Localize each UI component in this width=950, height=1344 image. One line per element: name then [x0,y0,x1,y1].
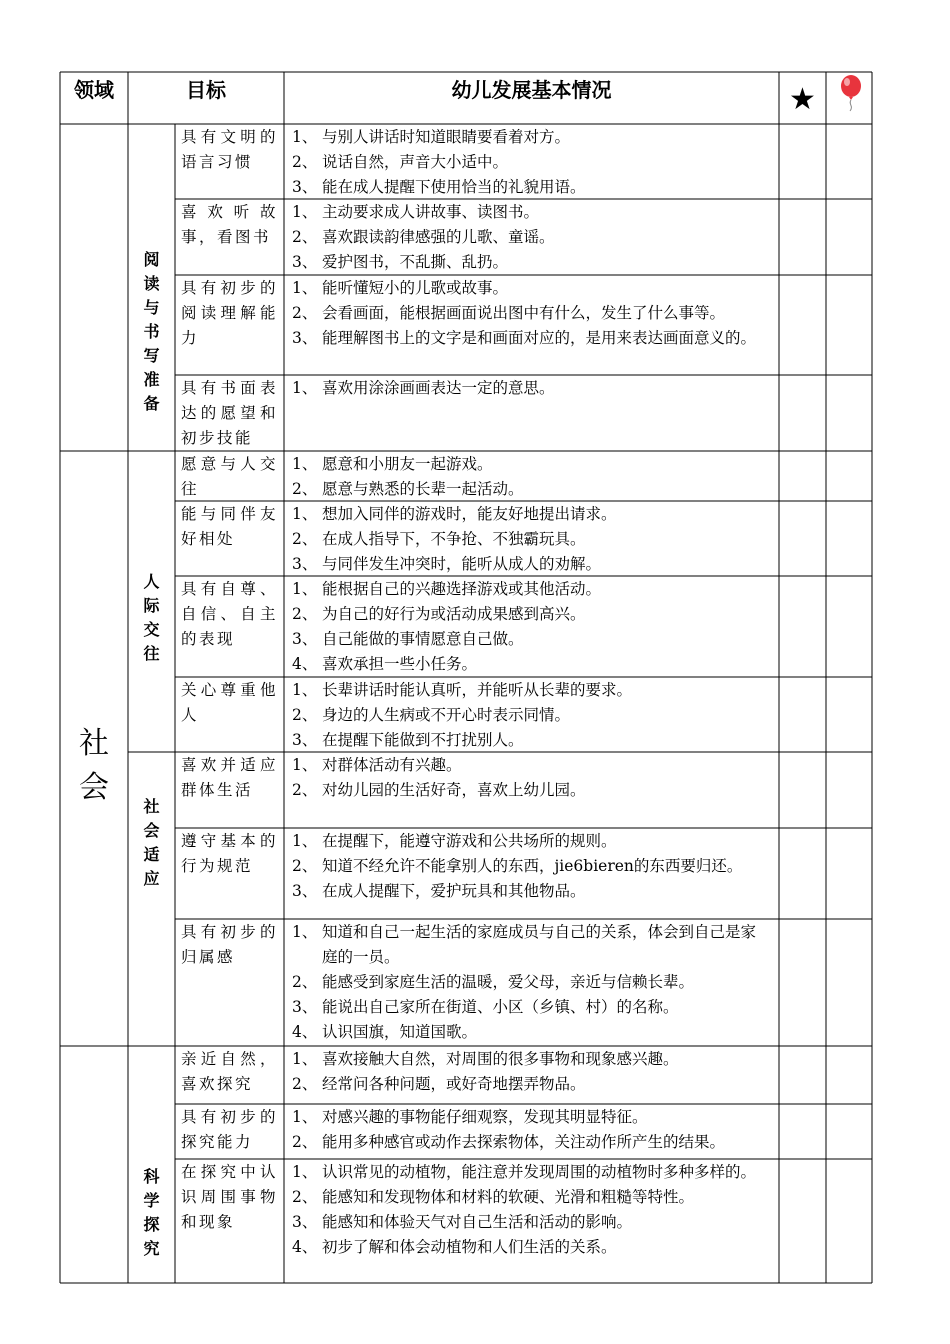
indicator-item [284,326,779,351]
indicator-list [284,1105,779,1158]
indicator-number: 1、 [292,1050,318,1068]
indicator-text: 在成人指导下，不争抢、不独霸玩具。 [322,530,586,548]
indicator-text: 能听懂短小的儿歌或故事。 [322,279,509,297]
indicator-text: 喜欢用涂涂画画表达一定的意思。 [322,379,555,397]
indicator-number: 2、 [292,304,318,322]
indicator-number: 2、 [292,605,318,623]
indicator-list [284,502,779,575]
indicator-number: 3、 [292,630,318,648]
balloon-rating-cell[interactable] [827,276,871,374]
indicator-item [284,995,779,1020]
indicator-item [284,1105,779,1130]
balloon-rating-cell[interactable] [827,829,871,918]
indicator-list [284,753,779,827]
indicator-item [284,477,779,500]
star-rating-cell[interactable] [780,920,825,1045]
indicator-text: 知道和自己一起生活的家庭成员与自己的关系，体会到自己是家庭的一员。 [322,923,757,966]
indicator-number: 3、 [292,178,318,196]
goal-text: 具有初步的阅读理解能力 [181,279,278,347]
indicator-item [284,1130,779,1155]
indicator-number: 3、 [292,253,318,271]
indicator-number: 2、 [292,781,318,799]
balloon-rating-cell[interactable] [827,452,871,500]
indicator-number: 3、 [292,555,318,573]
indicator-number: 3、 [292,1213,318,1231]
indicator-list [284,829,779,918]
goal-text: 亲近自然，喜欢探究 [181,1050,278,1093]
indicator-item [284,970,779,995]
star-rating-cell[interactable] [780,829,825,918]
star-rating-cell[interactable] [780,452,825,500]
indicator-text: 能说出自己家所在街道、小区（乡镇、村）的名称。 [322,998,679,1016]
indicator-item [284,1047,779,1072]
indicator-item [284,250,779,274]
balloon-rating-cell[interactable] [827,125,871,198]
indicator-number: 4、 [292,1238,318,1256]
star-rating-cell[interactable] [780,1047,825,1103]
balloon-rating-cell[interactable] [827,678,871,751]
indicator-text: 能感知和体验天气对自己生活和活动的影响。 [322,1213,633,1231]
indicator-item [284,854,779,879]
header-domain: 领域 [74,78,114,102]
indicator-text: 说话自然，声音大小适中。 [322,153,509,171]
indicator-text: 能感知和发现物体和材料的软硬、光滑和粗糙等特性。 [322,1188,695,1206]
indicator-item [284,728,779,751]
star-rating-cell[interactable] [780,577,825,676]
indicator-text: 能感受到家庭生活的温暖，爱父母，亲近与信赖长辈。 [322,973,695,991]
indicator-item [284,301,779,326]
goal-text: 具有初步的归属感 [181,923,278,966]
indicator-number: 2、 [292,153,318,171]
goal-text: 遵守基本的行为规范 [181,832,278,875]
indicator-text: 喜欢跟读韵律感强的儿歌、童谣。 [322,228,555,246]
goal-text: 关心尊重他人 [181,681,278,724]
indicator-number: 3、 [292,329,318,347]
indicator-item [284,1210,779,1235]
indicator-text: 认识常见的动植物，能注意并发现周围的动植物时多种多样的。 [322,1163,757,1181]
indicator-number: 1、 [292,1163,318,1181]
star-rating-cell[interactable] [780,125,825,198]
indicator-number: 2、 [292,228,318,246]
indicator-text: 自己能做的事情愿意自己做。 [322,630,524,648]
indicator-item [284,452,779,477]
indicator-text: 与同伴发生冲突时，能听从成人的劝解。 [322,555,602,573]
indicator-number: 1、 [292,832,318,850]
indicator-item [284,1235,779,1260]
indicator-item [284,577,779,602]
indicator-number: 1、 [292,681,318,699]
indicator-number: 2、 [292,1188,318,1206]
goal-text: 能与同伴友好相处 [181,505,278,548]
subdomain-label: 科 学 探 究 [143,1167,160,1258]
star-rating-cell[interactable] [780,678,825,751]
indicator-item [284,125,779,150]
indicator-item [284,527,779,552]
goal-text: 愿意与人交往 [181,455,278,498]
indicator-item [284,175,779,198]
indicator-item [284,652,779,676]
subdomain-label: 阅 读 与 书 写 准 备 [143,250,160,412]
indicator-list [284,276,779,374]
indicator-text: 喜欢承担一些小任务。 [322,655,478,673]
indicator-text: 喜欢接触大自然，对周围的很多事物和现象感兴趣。 [322,1050,679,1068]
indicator-list [284,452,779,500]
indicator-number: 3、 [292,998,318,1016]
indicator-number: 1、 [292,505,318,523]
indicator-item [284,150,779,175]
star-rating-cell[interactable] [780,1105,825,1158]
indicator-number: 2、 [292,706,318,724]
indicator-number: 3、 [292,882,318,900]
indicator-item [284,552,779,575]
indicator-number: 3、 [292,731,318,749]
indicator-text: 在成人提醒下，爱护玩具和其他物品。 [322,882,586,900]
indicator-text: 身边的人生病或不开心时表示同情。 [322,706,571,724]
indicator-text: 愿意与熟悉的长辈一起活动。 [322,480,524,498]
balloon-rating-cell[interactable] [827,1047,871,1103]
indicator-text: 对群体活动有兴趣。 [322,756,462,774]
indicator-item [284,879,779,904]
balloon-rating-cell[interactable] [827,1105,871,1158]
goal-text: 喜欢听故事，看图书 [181,203,278,246]
indicator-list [284,920,779,1045]
indicator-item [284,1072,779,1097]
indicator-text: 能理解图书上的文字是和画面对应的，是用来表达画面意义的。 [322,329,757,347]
indicator-text: 为自己的好行为或活动成果感到高兴。 [322,605,586,623]
star-rating-cell[interactable] [780,502,825,575]
indicator-number: 2、 [292,1133,318,1151]
indicator-text: 能根据自己的兴趣选择游戏或其他活动。 [322,580,602,598]
indicator-text: 经常问各种问题，或好奇地摆弄物品。 [322,1075,586,1093]
indicator-number: 1、 [292,128,318,146]
indicator-list [284,376,779,450]
indicator-item [284,1160,779,1185]
indicator-item [284,602,779,627]
indicator-text: 认识国旗，知道国歌。 [322,1023,478,1041]
indicator-text: 主动要求成人讲故事、读图书。 [322,203,540,221]
indicator-item [284,753,779,778]
domain-label-social: 社 会 [79,726,109,805]
indicator-item [284,778,779,803]
balloon-rating-cell[interactable] [827,1160,871,1282]
indicator-number: 2、 [292,480,318,498]
star-rating-cell[interactable] [780,753,825,827]
indicator-text: 在提醒下，能遵守游戏和公共场所的规则。 [322,832,617,850]
indicator-item [284,829,779,854]
star-rating-cell[interactable] [780,276,825,374]
balloon-rating-cell[interactable] [827,753,871,827]
indicator-item [284,276,779,301]
indicator-number: 1、 [292,279,318,297]
indicator-list [284,125,779,198]
balloon-icon [836,74,864,112]
goal-text: 具有文明的语言习惯 [181,128,278,171]
balloon-rating-cell[interactable] [827,376,871,450]
goal-text: 在探究中认识周围事物和现象 [181,1163,278,1231]
indicator-list [284,200,779,274]
indicator-text: 爱护图书，不乱撕、乱扔。 [322,253,509,271]
balloon-rating-cell[interactable] [827,920,871,1045]
indicator-item [284,200,779,225]
indicator-item [284,703,779,728]
indicator-list [284,1160,779,1282]
indicator-number: 1、 [292,455,318,473]
indicator-number: 4、 [292,655,318,673]
indicator-text: 长辈讲话时能认真听，并能听从长辈的要求。 [322,681,633,699]
indicator-number: 1、 [292,580,318,598]
indicator-number: 1、 [292,379,318,397]
indicator-item [284,1020,779,1045]
indicator-number: 4、 [292,1023,318,1041]
indicator-list [284,678,779,751]
indicator-item [284,376,779,401]
star-icon: ★ [789,82,816,117]
indicator-text: 初步了解和体会动植物和人们生活的关系。 [322,1238,617,1256]
indicator-text: 想加入同伴的游戏时，能友好地提出请求。 [322,505,617,523]
indicator-text: 会看画面，能根据画面说出图中有什么，发生了什么事等。 [322,304,726,322]
indicator-text: 在提醒下能做到不打扰别人。 [322,731,524,749]
indicator-item [284,920,779,970]
indicator-text: 与别人讲话时知道眼睛要看着对方。 [322,128,571,146]
indicator-number: 2、 [292,857,318,875]
balloon-rating-cell[interactable] [827,577,871,676]
indicator-number: 1、 [292,203,318,221]
header-status: 幼儿发展基本情况 [451,78,612,102]
indicator-item [284,627,779,652]
indicator-list [284,1047,779,1103]
star-rating-cell[interactable] [780,376,825,450]
subdomain-label: 社 会 适 应 [143,797,160,888]
indicator-text: 对幼儿园的生活好奇，喜欢上幼儿园。 [322,781,586,799]
indicator-item [284,1185,779,1210]
goal-text: 具有初步的探究能力 [181,1108,278,1151]
star-rating-cell[interactable] [780,1160,825,1282]
indicator-item [284,225,779,250]
indicator-number: 2、 [292,1075,318,1093]
indicator-text: 能用多种感官或动作去探索物体，关注动作所产生的结果。 [322,1133,726,1151]
indicator-list [284,577,779,676]
indicator-text: 愿意和小朋友一起游戏。 [322,455,493,473]
indicator-item [284,678,779,703]
subdomain-label: 人 际 交 往 [143,572,160,663]
indicator-number: 1、 [292,923,318,941]
indicator-number: 2、 [292,530,318,548]
header-goal: 目标 [186,78,226,102]
goal-text: 喜欢并适应群体生活 [181,756,278,799]
goal-text: 具有书面表达的愿望和初步技能 [181,379,278,447]
star-rating-cell[interactable] [780,200,825,274]
indicator-item [284,502,779,527]
goal-text: 具有自尊、自信、自主的表现 [181,580,278,648]
indicator-text: 对感兴趣的事物能仔细观察，发现其明显特征。 [322,1108,648,1126]
balloon-rating-cell[interactable] [827,502,871,575]
indicator-number: 1、 [292,756,318,774]
indicator-text: 能在成人提醒下使用恰当的礼貌用语。 [322,178,586,196]
balloon-rating-cell[interactable] [827,200,871,274]
indicator-number: 1、 [292,1108,318,1126]
indicator-text: 知道不经允许不能拿别人的东西，jie6bieren的东西要归还。 [322,857,743,875]
indicator-number: 2、 [292,973,318,991]
